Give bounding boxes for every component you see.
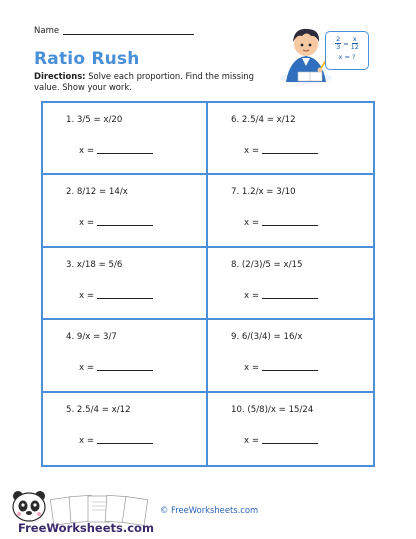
problem-text: 2. 8/12 = 14/x [66, 187, 128, 198]
logo-wordmark: FreeWorksheets.com [18, 521, 154, 535]
problem-cell [208, 103, 373, 175]
bubble-den2: 12 [350, 43, 359, 51]
problem-text: 7. 1.2/x = 3/10 [231, 187, 296, 198]
page-title: Ratio Rush [34, 49, 140, 69]
directions [34, 71, 279, 93]
answer-field[interactable] [79, 291, 153, 301]
problem-text: 9. 6/(3/4) = 16/x [231, 332, 303, 343]
problem-text: 3. x/18 = 5/6 [66, 259, 123, 270]
panda-mascot-icon [13, 491, 45, 521]
bubble-equals: = [343, 39, 349, 48]
problem-cell [43, 320, 208, 392]
problem-cell [208, 175, 373, 247]
name-label: Name [34, 26, 60, 36]
answer-label: x = [244, 146, 260, 156]
problem-cell [43, 103, 208, 175]
answer-label: x = [244, 363, 260, 374]
footer-link[interactable]: © FreeWorksheets.com [160, 505, 259, 515]
answer-field[interactable] [79, 146, 153, 156]
answer-label: x = [244, 435, 260, 446]
answer-blank[interactable] [97, 370, 153, 371]
answer-field[interactable] [244, 146, 318, 156]
directions-text: Solve each proportion. Find the missing value. Show your work. [34, 71, 254, 92]
problem-cell [208, 248, 373, 320]
answer-blank[interactable] [97, 153, 153, 154]
problem-cell [43, 393, 208, 465]
answer-label: x = [79, 363, 95, 374]
answer-blank[interactable] [262, 443, 318, 444]
answer-label: x = [79, 290, 95, 301]
answer-field[interactable] [244, 218, 318, 228]
answer-label: x = [79, 146, 95, 156]
problem-text: 8. (2/3)/5 = x/15 [231, 259, 303, 270]
answer-blank[interactable] [97, 298, 153, 299]
answer-label: x = [244, 290, 260, 301]
problem-text: 5. 2.5/4 = x/12 [66, 404, 131, 415]
answer-blank[interactable] [262, 225, 318, 226]
problem-cell [43, 175, 208, 247]
answer-field[interactable] [79, 436, 153, 446]
answer-blank[interactable] [97, 443, 153, 444]
problem-text: 6. 2.5/4 = x/12 [231, 115, 296, 125]
bubble-question: x = ? [338, 53, 356, 61]
name-line[interactable] [63, 34, 194, 35]
answer-label: x = [244, 218, 260, 229]
answer-field[interactable] [244, 436, 318, 446]
answer-field[interactable] [79, 363, 153, 373]
proportion-bubble [325, 31, 369, 70]
directions-label: Directions: [34, 71, 86, 81]
bubble-den1: 3 [336, 43, 341, 51]
bubble-num2: x [352, 35, 357, 43]
answer-label: x = [79, 435, 95, 446]
bubble-num1: 2 [336, 35, 341, 43]
freeworksheets-logo [8, 490, 178, 536]
problem-text: 1. 3/5 = x/20 [66, 115, 123, 125]
answer-blank[interactable] [262, 153, 318, 154]
problem-cell [43, 248, 208, 320]
problem-cell [208, 320, 373, 392]
answer-blank[interactable] [262, 298, 318, 299]
answer-field[interactable] [244, 291, 318, 301]
problem-text: 4. 9/x = 3/7 [66, 332, 117, 343]
answer-field[interactable] [244, 363, 318, 373]
answer-blank[interactable] [97, 225, 153, 226]
problem-cell [208, 393, 373, 465]
answer-field[interactable] [79, 218, 153, 228]
answer-label: x = [79, 218, 95, 229]
problem-grid [41, 101, 375, 467]
answer-blank[interactable] [262, 370, 318, 371]
problem-text: 10. (5/8)/x = 15/24 [231, 404, 314, 415]
